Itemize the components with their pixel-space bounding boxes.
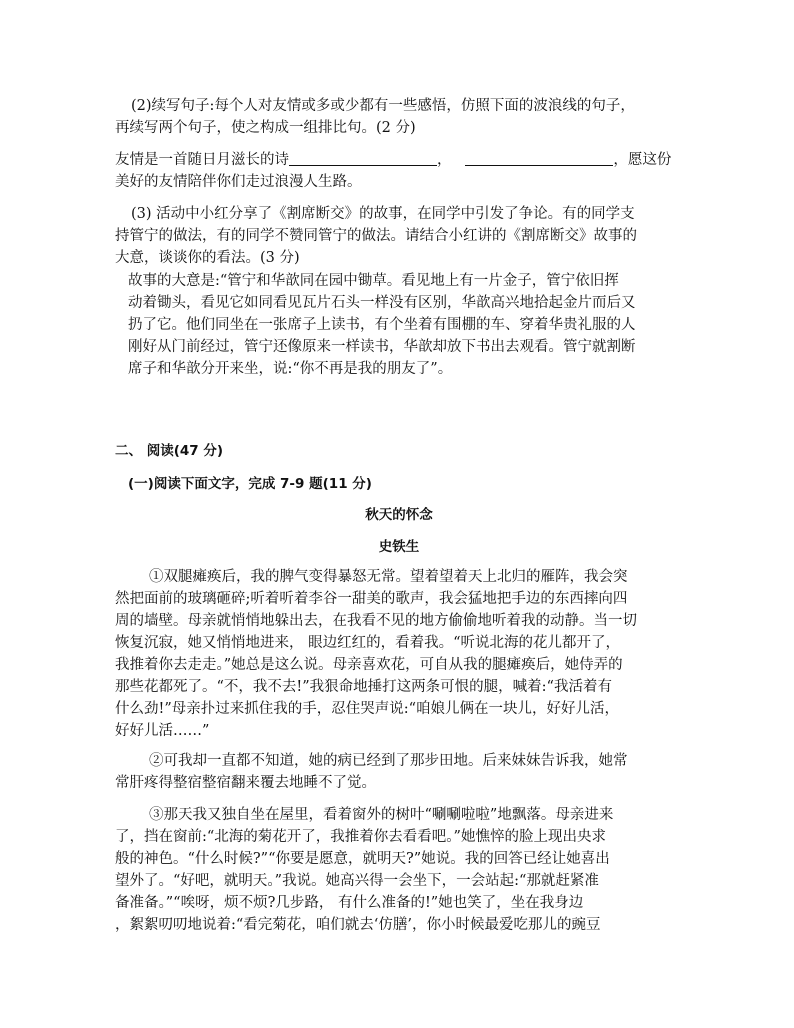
answer-blank-2[interactable]	[465, 151, 613, 166]
subsection-heading: (一)阅读下面文字，完成 7-9 题(11 分)	[128, 476, 372, 492]
article-line: 什么劲!”母亲扑过来抓住我的手，忍住哭声说:“咱娘儿俩在一块儿，好好儿活，	[115, 701, 620, 717]
q3-prompt	[115, 203, 683, 269]
article-author: 史铁生	[378, 539, 420, 555]
answer-blank-1[interactable]	[289, 151, 437, 166]
q2-prompt	[115, 95, 683, 139]
article-line: 那些花都死了。“不，我不去!”我狠命地捶打这两条可恨的腿，喊着:“我活着有	[115, 679, 612, 695]
story-line: 故事的大意是:“管宁和华歆同在园中锄草。看见地上有一片金子，管宁依旧挥	[128, 273, 619, 289]
article-paragraph-2	[115, 750, 683, 794]
q3-prompt-line: (3) 活动中小红分享了《割席断交》的故事，在同学中引发了争论。有的同学支	[131, 206, 635, 222]
article-line: 周的墙壁。母亲就悄悄地躲出去，在我看不见的地方偷偷地听着我的动静。当一切	[115, 613, 637, 629]
q3-prompt-line: 持管宁的做法，有的同学不赞同管宁的做法。请结合小红讲的《割席断交》故事的	[115, 228, 637, 244]
article-line: 般的神色。“什么时候?”“你要是愿意，就明天?”她说。我的回答已经让她喜出	[115, 851, 610, 867]
article-line: 然把面前的玻璃砸碎;听着听着李谷一甜美的歌声，我会猛地把手边的东西摔向四	[115, 591, 628, 607]
article-line: ②可我却一直都不知道，她的病已经到了那步田地。后来妹妹告诉我，她常	[149, 753, 628, 769]
q2-sentence-sep: ，	[437, 152, 452, 168]
q2-prompt-line: 再续写两个句子，使之构成一组排比句。(2 分)	[115, 120, 416, 136]
q2-prompt-line: (2)续写句子:每个人对友情或多或少都有一些感悟，仿照下面的波浪线的句子，	[131, 98, 635, 114]
article-paragraph-3	[115, 804, 683, 936]
q2-sentence	[115, 149, 683, 193]
q2-sentence-start: 友情是一首随日月滋长的诗	[115, 152, 289, 168]
article-line: 恢复沉寂，她又悄悄地进来， 眼边红红的，看着我。“听说北海的花儿都开了，	[115, 635, 621, 651]
story-line: 席子和华歆分开来坐，说:“你不再是我的朋友了”。	[128, 361, 453, 377]
story-line: 刚好从门前经过，管宁还像原来一样读书，华歆却放下书出去观看。管宁就割断	[128, 339, 636, 355]
article-line: 我推着你去走走。”她总是这么说。母亲喜欢花，可自从我的腿瘫痪后，她侍弄的	[115, 657, 623, 673]
article-line: 好好儿活……”	[115, 723, 210, 739]
article-line: ，絮絮叨叨地说着:“看完菊花，咱们就去‘仿膳’，你小时候最爱吃那儿的豌豆	[115, 917, 601, 933]
article-paragraph-1	[115, 566, 683, 742]
article-line: ①双腿瘫痪后，我的脾气变得暴怒无常。望着望着天上北归的雁阵，我会突	[149, 569, 628, 585]
q2-sentence-end: ，愿这份	[613, 152, 672, 168]
q3-story	[128, 270, 683, 380]
q3-prompt-line: 大意，谈谈你的看法。(3 分)	[115, 250, 300, 266]
article-line: 备准备。”“唉呀，烦不烦?几步路， 有什么准备的!”她也笑了，坐在我身边	[115, 895, 584, 911]
article-title: 秋天的怀念	[365, 507, 433, 523]
story-line: 扔了它。他们同坐在一张席子上读书，有个坐着有围棚的车、穿着华贵礼服的人	[128, 317, 636, 333]
article-line: 了，挡在窗前:“北海的菊花开了，我推着你去看看吧。”她憔悴的脸上现出央求	[115, 829, 606, 845]
article-line: 常肝疼得整宿整宿翻来覆去地睡不了觉。	[115, 775, 376, 791]
q2-sentence-line	[115, 149, 683, 171]
q2-sentence-line-2: 美好的友情陪伴你们走过浪漫人生路。	[115, 174, 362, 190]
story-line: 动着锄头，看见它如同看见瓦片石头一样没有区别，华歆高兴地拾起金片而后又	[128, 295, 636, 311]
article-line: ③那天我又独自坐在屋里，看着窗外的树叶“唰唰啦啦”地飘落。母亲进来	[149, 807, 614, 823]
article-line: 望外了。“好吧，就明天。”我说。她高兴得一会坐下，一会站起:“那就赶紧准	[115, 873, 599, 889]
section-heading: 二、 阅读(47 分)	[115, 443, 224, 459]
